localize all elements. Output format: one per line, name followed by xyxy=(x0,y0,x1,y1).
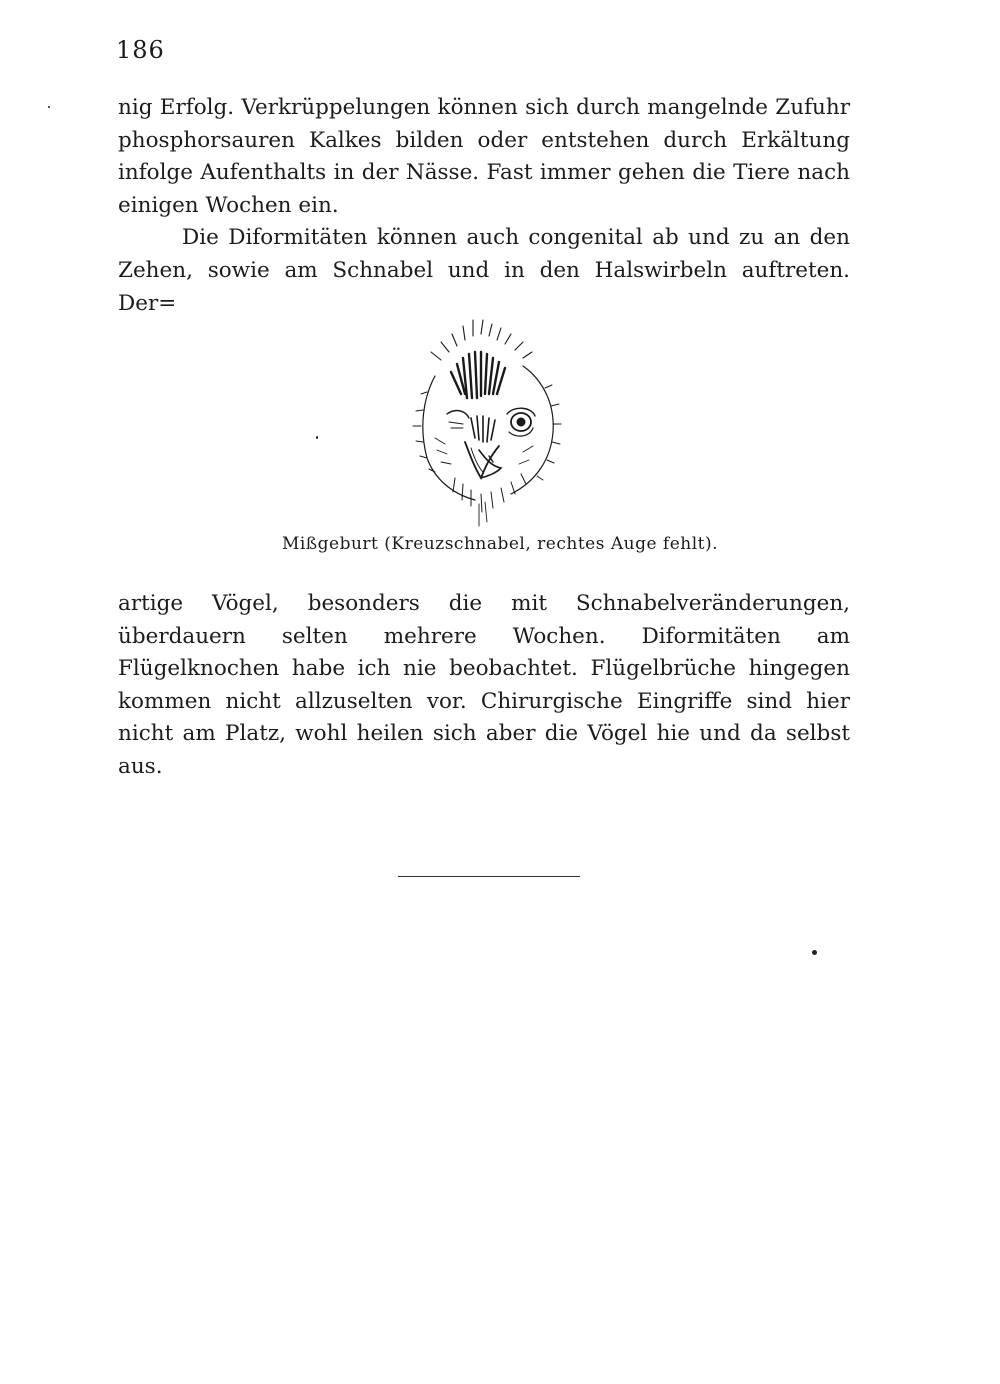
print-speck xyxy=(812,950,817,955)
body-text-bottom xyxy=(118,588,850,784)
paragraph: artige Vögel, besonders die mit Schnabelveränderungen, überdauern selten mehrere Wochen. Diformitäten am Flügelknochen habe ich nie beobachtet. Flügelbrüche hingegen kommen nicht allzuselten vor. Chirurgische Eingriffe sind hier nicht am Platz, wohl heilen sich aber die Vögel hie und da selbst aus. xyxy=(118,591,850,779)
end-divider xyxy=(398,876,580,877)
body-text-top xyxy=(118,92,850,320)
bird-head-illustration-icon xyxy=(405,318,575,530)
print-speck xyxy=(48,106,50,108)
paragraph: Die Diformitäten können auch congenital ab und zu an den Zehen, sowie am Schnabel und in den Halswirbeln auftreten. Der= xyxy=(118,225,850,316)
print-speck xyxy=(316,436,318,439)
page-number: 186 xyxy=(116,36,165,64)
paragraph: nig Erfolg. Verkrüppelungen können sich durch mangelnde Zufuhr phosphorsauren Kalkes bilden oder entstehen durch Erkältung infolge Aufenthalts in der Nässe. Fast immer gehen die Tiere nach einigen Wochen ein. xyxy=(118,95,850,218)
figure-caption: Mißgeburt (Kreuzschnabel, rechtes Auge fehlt). xyxy=(281,534,719,554)
